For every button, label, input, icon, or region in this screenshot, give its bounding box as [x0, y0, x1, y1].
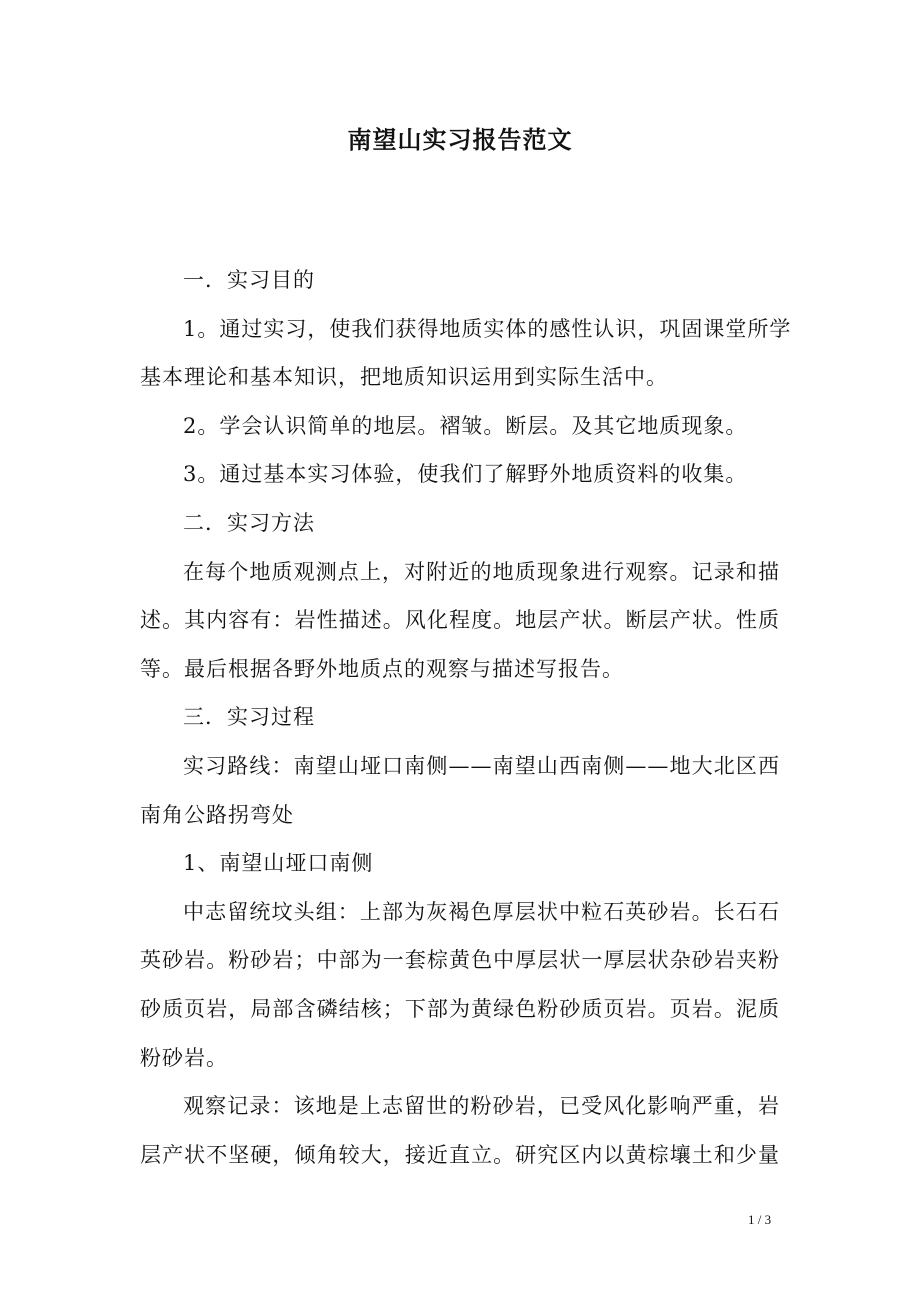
- text-line: 等。最后根据各野外地质点的观察与描述写报告。: [140, 656, 624, 681]
- text-line: 2。学会认识简单的地层。褶皱。断层。及其它地质现象。: [183, 413, 748, 438]
- page-number: 1 / 3: [748, 1212, 772, 1227]
- text-line: 层产状不坚硬，倾角较大，接近直立。研究区内以黄棕壤土和少量: [140, 1142, 780, 1167]
- text-line: 实习路线：南望山垭口南侧——南望山西南侧——地大北区西: [183, 753, 780, 778]
- text-line: 1。通过实习，使我们获得地质实体的感性认识，巩固课堂所学: [183, 316, 792, 341]
- text-line: 述。其内容有：岩性描述。风化程度。地层产状。断层产状。性质: [140, 608, 780, 633]
- text-line: 1、南望山垭口南侧: [183, 851, 374, 876]
- text-line: 英砂岩。粉砂岩；中部为一套棕黄色中厚层状一厚层状杂砂岩夹粉: [140, 948, 780, 973]
- document-body: [140, 264, 792, 1187]
- text-line: 3。通过基本实习体验，使我们了解野外地质资料的收集。: [183, 462, 748, 487]
- text-line: 南角公路拐弯处: [140, 802, 294, 827]
- text-line: 粉砂岩。: [140, 1045, 228, 1070]
- text-line: 三．实习过程: [183, 705, 315, 730]
- text-line: 砂质页岩，局部含磷结核；下部为黄绿色粉砂质页岩。页岩。泥质: [140, 996, 780, 1021]
- text-line: 中志留统坟头组：上部为灰褐色厚层状中粒石英砂岩。长石石: [183, 899, 780, 924]
- text-line: 基本理论和基本知识，把地质知识运用到实际生活中。: [140, 365, 668, 390]
- document-title: 南望山实习报告范文: [347, 125, 573, 154]
- text-line: 二．实习方法: [183, 510, 315, 535]
- text-line: 观察记录：该地是上志留世的粉砂岩，已受风化影响严重，岩: [183, 1094, 780, 1119]
- text-line: 一．实习目的: [183, 268, 315, 292]
- text-line: 在每个地质观测点上，对附近的地质现象进行观察。记录和描: [183, 559, 780, 584]
